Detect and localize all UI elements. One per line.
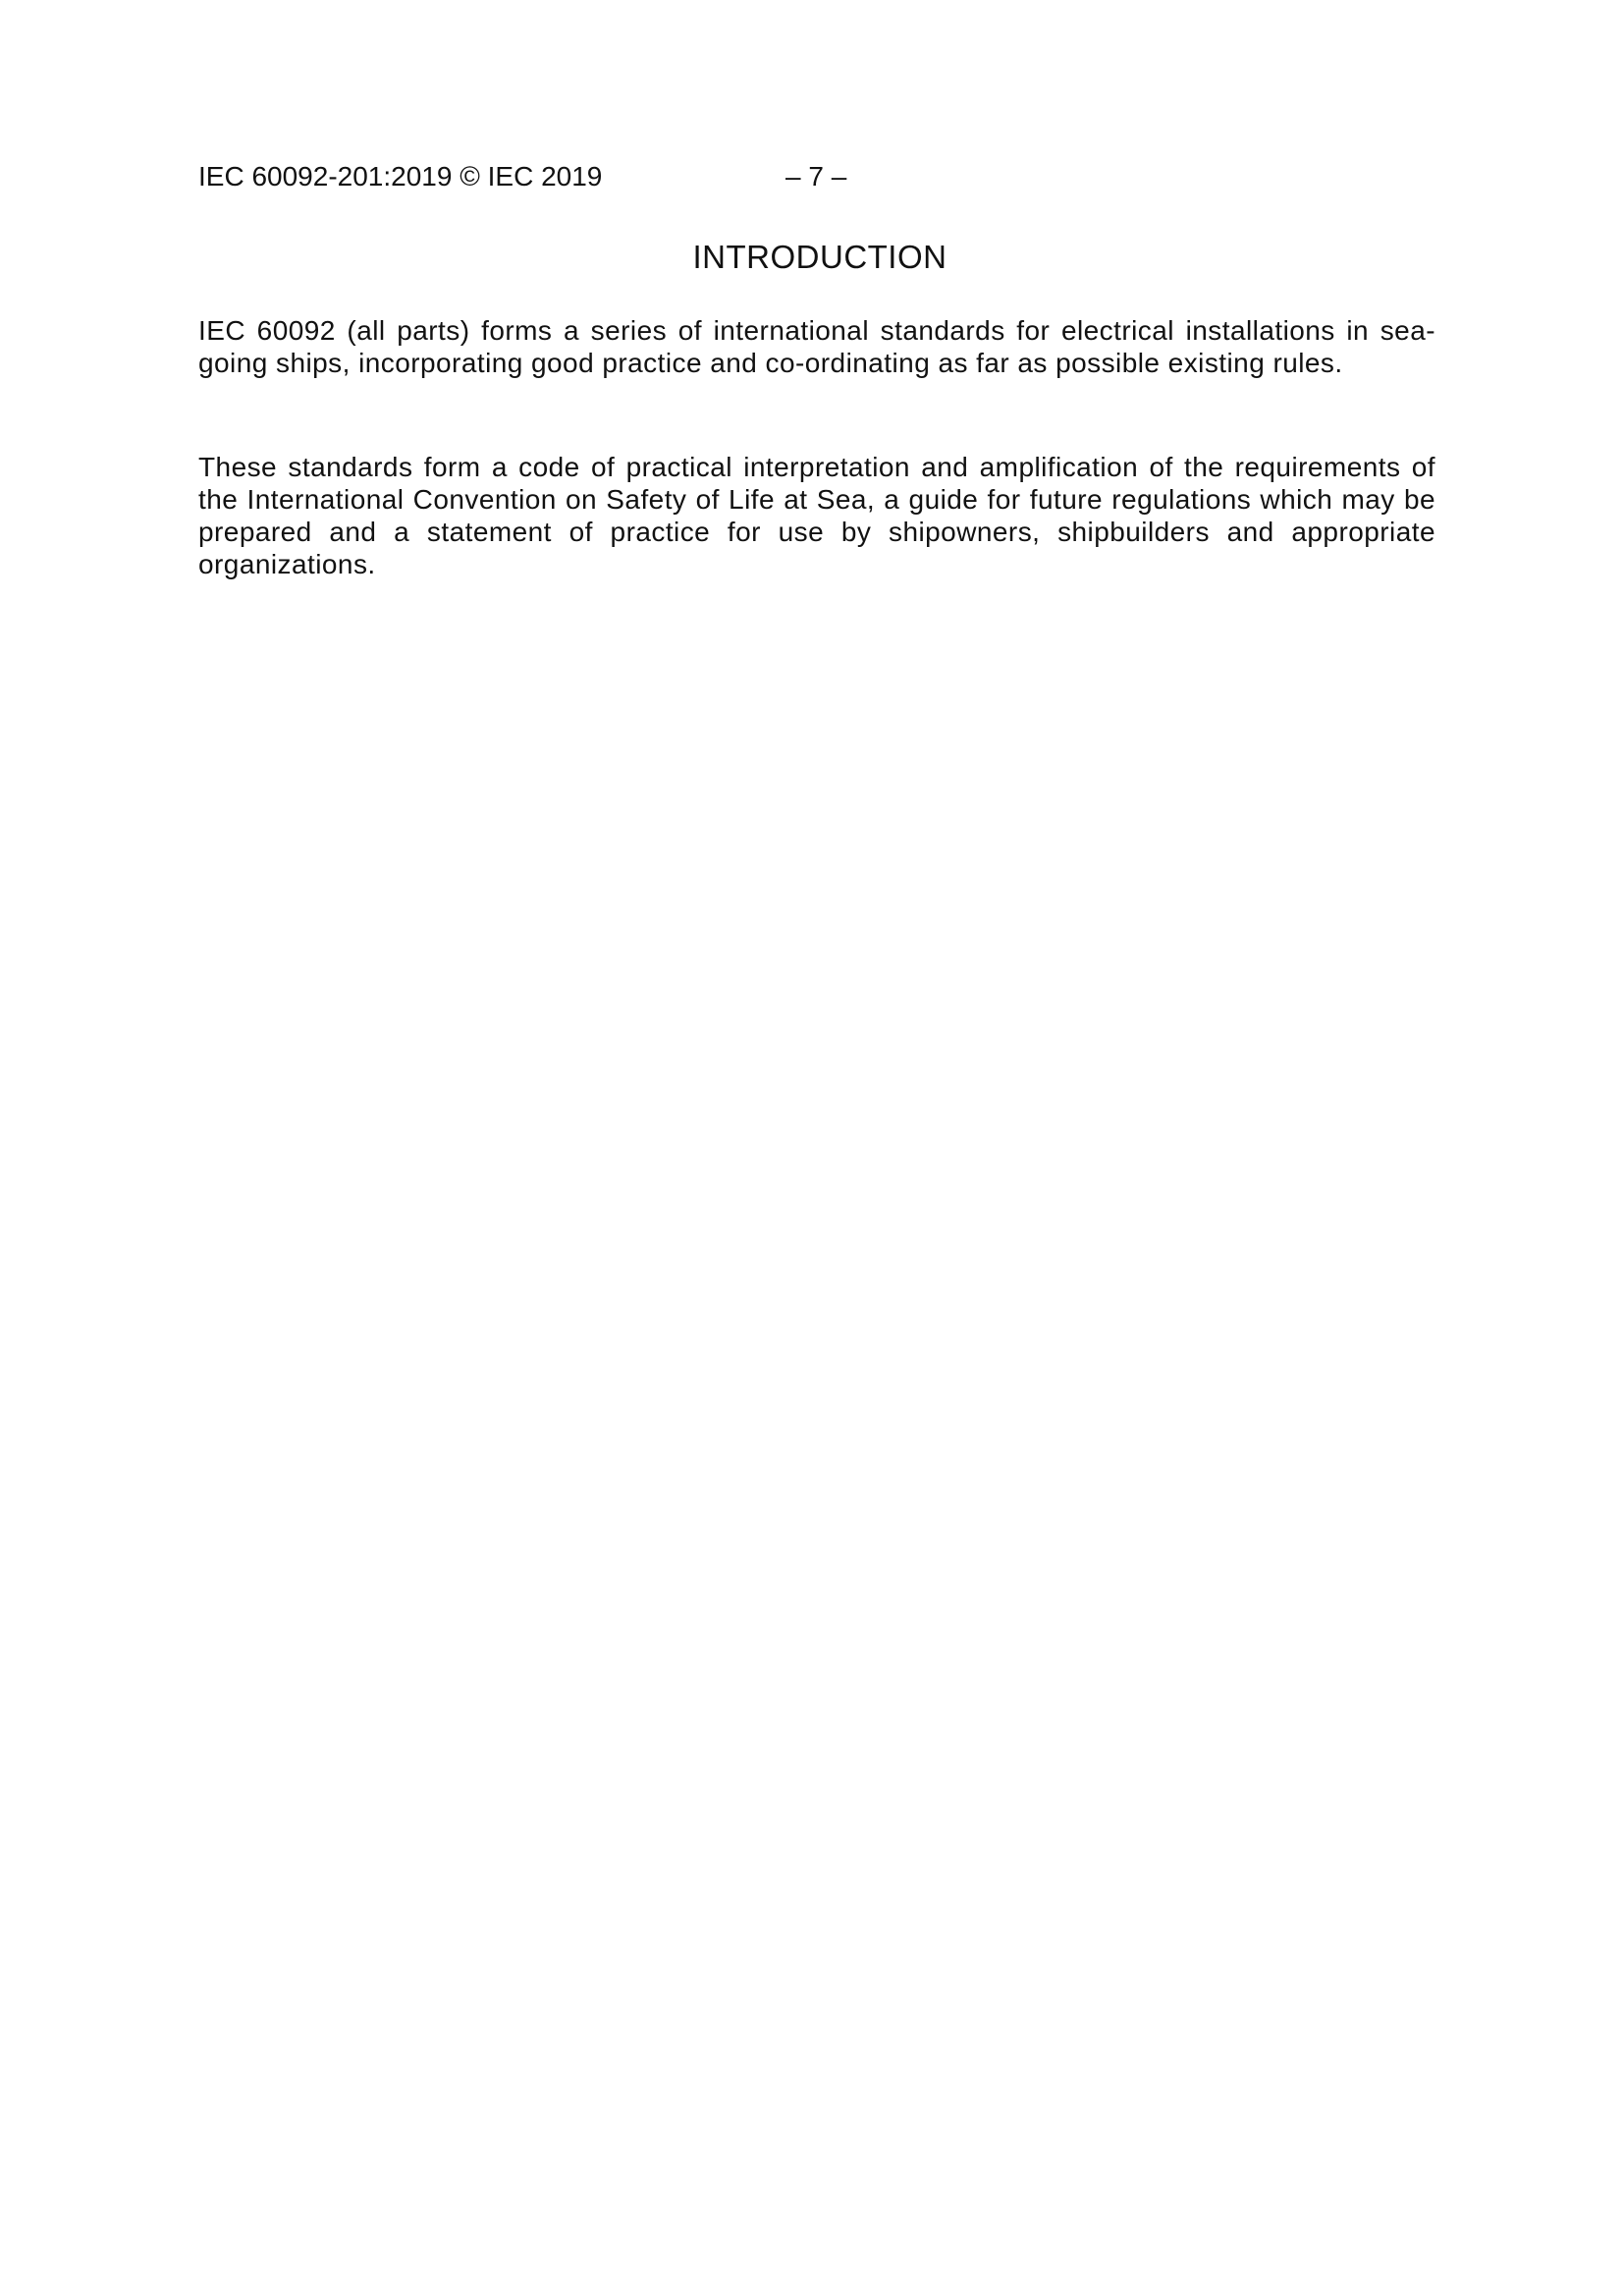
page-number: – 7 – — [785, 161, 847, 191]
intro-paragraph-2: These standards form a code of practical interpretation and amplification of the requirements of the International Convention on Safety of Life at Sea, a guide for future regulations which may be prepared and a statement of practice for use by shipowners, shipbuilders and appropriate organizations. — [198, 452, 1435, 579]
document-id: IEC 60092-201:2019 © IEC 2019 — [198, 161, 603, 191]
running-header — [198, 157, 1435, 196]
intro-paragraph-1: IEC 60092 (all parts) forms a series of international standards for electrical installations in sea-going ships, incorporating good practice and co-ordinating as far as possible existing rules. — [198, 315, 1435, 378]
section-title: INTRODUCTION — [692, 239, 947, 275]
